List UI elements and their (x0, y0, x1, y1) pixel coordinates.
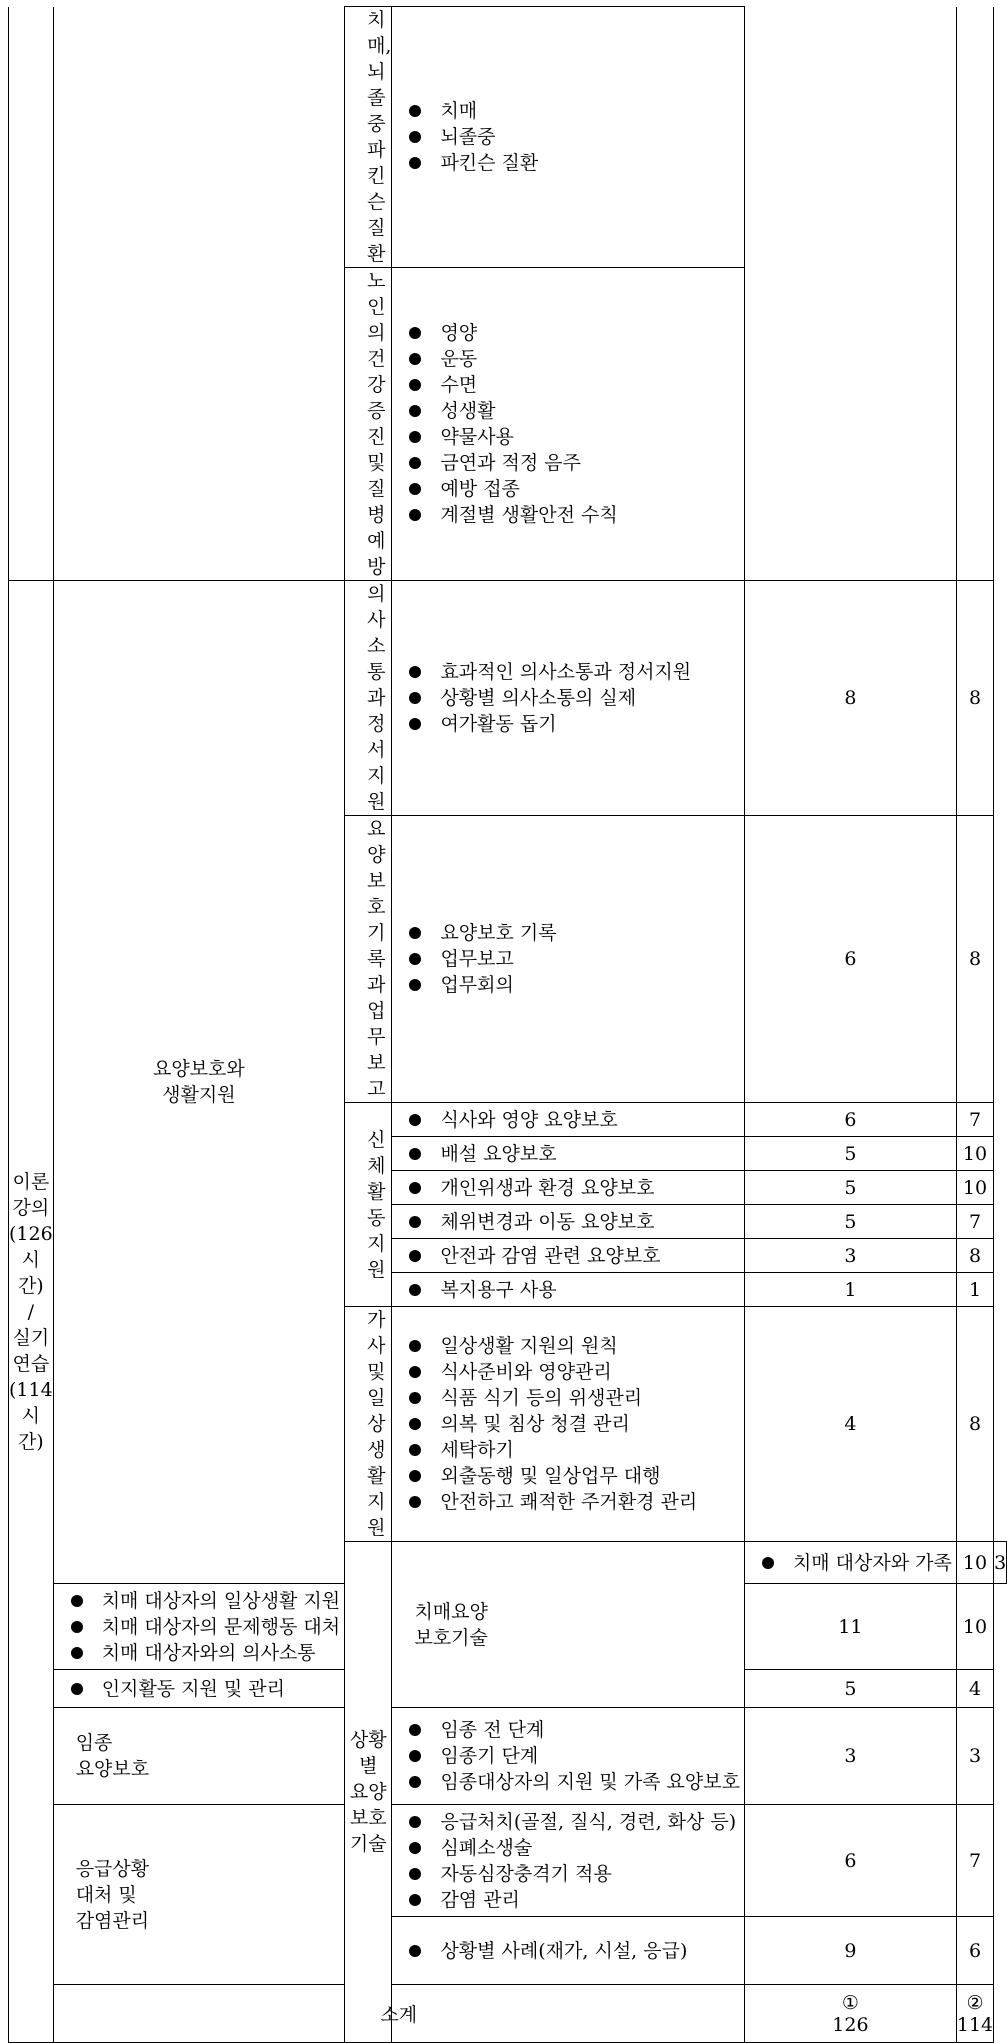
practice-hours: 3 (956, 1708, 993, 1805)
practice-hours: 8 (956, 816, 993, 1103)
subtotal-row (9, 1985, 1007, 2043)
content-item: 뇌졸중 (406, 124, 739, 150)
practice-hours: 8 (956, 1307, 993, 1542)
content-item: 성생활 (406, 398, 739, 424)
content-item: 업무보고 (406, 946, 739, 972)
subject-cell: 요양보호 기록과 업무보고 (345, 816, 392, 1103)
subtotal-theory: ① 126 (744, 1985, 956, 2043)
subject-cell: 신체활동 지원 (345, 1103, 392, 1307)
content-item: 복지용구 사용 (406, 1277, 739, 1303)
section-cell: 상황별 요양보호 기술 (345, 1542, 392, 2043)
practice-hours-continued (956, 7, 993, 581)
practice-hours: 10 (956, 1584, 993, 1670)
subtotal-practice: ② 114 (956, 1985, 993, 2043)
content-item: 여가활동 돕기 (406, 711, 739, 737)
content-item: 상황별 사례(재가, 시설, 응급) (406, 1938, 739, 1964)
content-item: 치매 대상자의 문제행동 대처 (68, 1614, 340, 1640)
table-row (9, 581, 1007, 816)
subject-cell: 응급상황 대처 및 감염관리 (53, 1805, 344, 1985)
practice-hours: 7 (956, 1805, 993, 1917)
table-row (9, 1805, 1007, 1917)
content-cell (392, 1273, 744, 1307)
subject-cell: 치매, 뇌졸중 파킨슨 질환 (345, 7, 392, 268)
theory-hours: 8 (744, 581, 956, 816)
section-cell: 요양보호와 생활지원 (53, 581, 344, 1584)
content-item: 상황별 의사소통의 실제 (406, 685, 739, 711)
content-cell (744, 1542, 956, 1584)
theory-hours: 5 (744, 1670, 956, 1708)
theory-hours: 6 (744, 816, 956, 1103)
content-item: 효과적인 의사소통과 정서지원 (406, 659, 739, 685)
table-row (9, 7, 1007, 268)
content-item: 임종대상자의 지원 및 가족 요양보호 (406, 1769, 739, 1795)
subject-cell: 의사소통과 정서지원 (345, 581, 392, 816)
content-item: 요양보호 기록 (406, 920, 739, 946)
content-item: 치매 대상자와의 의사소통 (68, 1640, 340, 1666)
content-item: 계절별 생활안전 수칙 (406, 502, 739, 528)
content-cell (53, 1670, 344, 1708)
content-item: 식사준비와 영양관리 (406, 1359, 739, 1385)
content-cell (392, 1805, 744, 1917)
practice-hours: 1 (956, 1273, 993, 1307)
practice-hours: 8 (956, 1239, 993, 1273)
content-cell (392, 816, 744, 1103)
content-cell (392, 1708, 744, 1805)
content-item: 인지활동 지원 및 관리 (68, 1676, 340, 1702)
theory-hours: 10 (956, 1542, 993, 1584)
theory-hours: 3 (744, 1708, 956, 1805)
content-item: 치매 대상자와 가족 (759, 1550, 952, 1576)
theory-hours: 9 (744, 1917, 956, 1985)
content-item: 배설 요양보호 (406, 1141, 739, 1167)
content-item: 운동 (406, 346, 739, 372)
content-item: 식사와 영양 요양보호 (406, 1107, 739, 1133)
content-item: 감염 관리 (406, 1887, 739, 1913)
theory-hours: 1 (744, 1273, 956, 1307)
content-item: 업무회의 (406, 972, 739, 998)
practice-hours: 10 (956, 1171, 993, 1205)
curriculum-table (8, 6, 1007, 2043)
content-cell (53, 1584, 344, 1670)
table-row (9, 1708, 1007, 1805)
content-item: 개인위생과 환경 요양보호 (406, 1175, 739, 1201)
content-item: 파킨슨 질환 (406, 150, 739, 176)
content-cell (392, 581, 744, 816)
category-cell-continued (9, 7, 54, 581)
practice-hours: 8 (956, 581, 993, 816)
subject-cell: 임종 요양보호 (53, 1708, 344, 1805)
subtotal-label: 소계 (53, 1985, 744, 2043)
content-cell (392, 1103, 744, 1137)
theory-hours: 3 (744, 1239, 956, 1273)
subject-cell: 노인의 건강증진 및 질병 예방 (345, 268, 392, 581)
theory-hours: 5 (744, 1171, 956, 1205)
content-item: 외출동행 및 일상업무 대행 (406, 1463, 739, 1489)
content-item: 안전하고 쾌적한 주거환경 관리 (406, 1489, 739, 1515)
subject-cell: 치매요양 보호기술 (392, 1542, 744, 1708)
practice-hours: 10 (956, 1137, 993, 1171)
content-item: 임종기 단계 (406, 1743, 739, 1769)
content-item: 영양 (406, 320, 739, 346)
content-item: 치매 대상자의 일상생활 지원 (68, 1588, 340, 1614)
main-category-cell: 이론강의 (126시간) / 실기연습 (114시간) (9, 581, 54, 2043)
content-item: 자동심장충격기 적용 (406, 1861, 739, 1887)
content-cell (392, 1307, 744, 1542)
content-item: 응급처치(골절, 질식, 경련, 화상 등) (406, 1809, 739, 1835)
content-item: 심폐소생술 (406, 1835, 739, 1861)
content-cell (392, 1239, 744, 1273)
content-cell (392, 268, 744, 581)
practice-hours: 7 (956, 1205, 993, 1239)
content-item: 예방 접종 (406, 476, 739, 502)
content-item: 안전과 감염 관련 요양보호 (406, 1243, 739, 1269)
practice-hours: 4 (956, 1670, 993, 1708)
theory-hours: 6 (744, 1103, 956, 1137)
theory-hours: 4 (744, 1307, 956, 1542)
content-cell (392, 1137, 744, 1171)
section-cell-continued (53, 7, 344, 581)
content-cell (392, 1171, 744, 1205)
theory-hours: 5 (744, 1137, 956, 1171)
practice-hours: 3 (994, 1542, 1007, 1584)
content-item: 치매 (406, 98, 739, 124)
theory-hours: 11 (744, 1584, 956, 1670)
theory-hours-continued (744, 7, 956, 581)
content-cell (392, 1205, 744, 1239)
content-item: 수면 (406, 372, 739, 398)
content-item: 약물사용 (406, 424, 739, 450)
content-item: 임종 전 단계 (406, 1717, 739, 1743)
content-item: 세탁하기 (406, 1437, 739, 1463)
content-item: 체위변경과 이동 요양보호 (406, 1209, 739, 1235)
content-item: 일상생활 지원의 원칙 (406, 1333, 739, 1359)
theory-hours: 6 (744, 1805, 956, 1917)
practice-hours: 7 (956, 1103, 993, 1137)
content-cell (392, 7, 744, 268)
content-item: 의복 및 침상 청결 관리 (406, 1411, 739, 1437)
content-item: 금연과 적정 음주 (406, 450, 739, 476)
subject-cell: 가사 및 일상생활 지원 (345, 1307, 392, 1542)
practice-hours: 6 (956, 1917, 993, 1985)
theory-hours: 5 (744, 1205, 956, 1239)
content-item: 식품 식기 등의 위생관리 (406, 1385, 739, 1411)
content-cell (392, 1917, 744, 1985)
